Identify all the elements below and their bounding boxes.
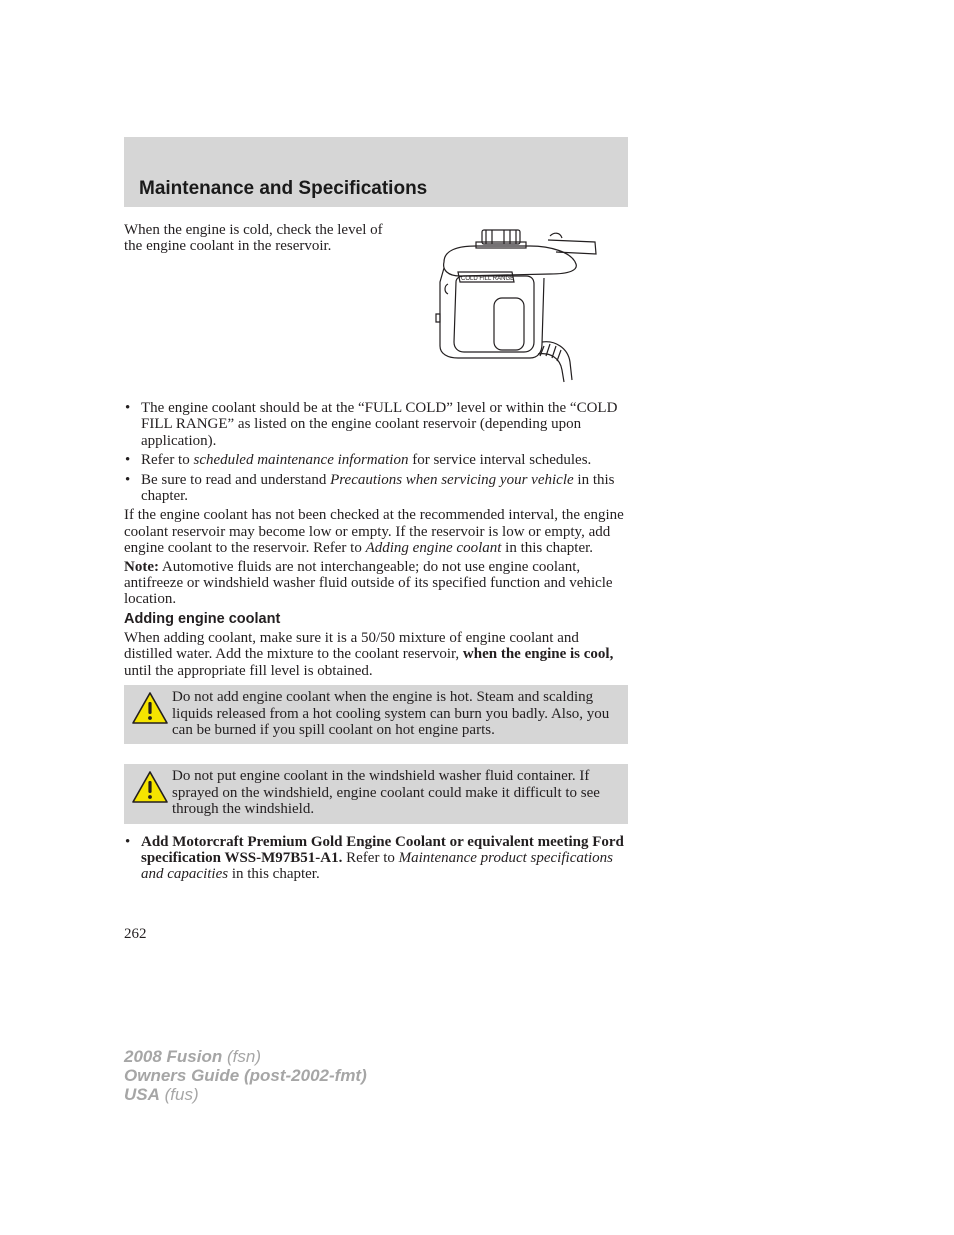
- coolant-spec-text: Add Motorcraft Premium Gold Engine Coolant or equivalent meeting Ford specification WSS-M97B51-A1.: [141, 833, 624, 866]
- bullet-dot: •: [125, 452, 131, 469]
- specifications-reference: Maintenance product specifications and capacities: [141, 849, 614, 883]
- coolant-reservoir-illustration: [430, 222, 600, 384]
- adding-coolant-paragraph: [124, 630, 628, 679]
- coolant-bullet-list: [124, 834, 628, 883]
- warning-box: [124, 685, 628, 744]
- list-item: [124, 834, 628, 883]
- paragraph-text: When adding coolant, make sure it is a 50/50 mixture of engine coolant and distilled water. Add the mixture to the coolant reservoir,: [124, 629, 579, 663]
- footer-line: [124, 1085, 367, 1104]
- section-header: [124, 137, 628, 207]
- list-item: [124, 452, 628, 468]
- note-paragraph: [124, 559, 628, 608]
- page-title: Maintenance and Specifications: [139, 178, 428, 199]
- list-item-text: in this chapter.: [228, 866, 320, 883]
- list-item: [124, 472, 628, 505]
- list-item-text: The engine coolant should be at the “FULL COLD” level or within the “COLD FILL RANGE” as listed on the engine coolant reservoir (depending upon application).: [141, 400, 618, 449]
- footer-line: Owners Guide (post-2002-fmt): [124, 1066, 367, 1085]
- list-item-text: Refer to: [342, 849, 399, 866]
- footer-code: (fus): [159, 1085, 199, 1104]
- warning-text: Do not put engine coolant in the windshield washer fluid container. If sprayed on the windshield, engine coolant could make it difficult to see through the windshield.: [172, 768, 600, 818]
- footer-model: 2008 Fusion: [124, 1047, 223, 1066]
- footer-line: [124, 1047, 367, 1066]
- paragraph-text: until the appropriate fill level is obtained.: [124, 662, 373, 679]
- page-number: 262: [124, 926, 147, 942]
- list-item-text: Refer to: [141, 452, 194, 469]
- warning-triangle-icon: [130, 769, 170, 805]
- intro-text: When the engine is cold, check the level of the engine coolant in the reservoir.: [124, 222, 383, 255]
- list-item-text: Be sure to read and understand: [141, 471, 331, 488]
- bullet-dot: •: [125, 471, 131, 488]
- section-heading: Adding engine coolant: [124, 610, 281, 627]
- emphasis-text: when the engine is cool,: [462, 646, 614, 663]
- document-footer: [124, 1047, 367, 1104]
- footer-market: USA: [124, 1085, 160, 1104]
- footer-code: (fsn): [222, 1047, 261, 1066]
- low-coolant-paragraph: [124, 507, 628, 556]
- warning-box: [124, 764, 628, 823]
- adding-coolant-reference: Adding engine coolant: [365, 540, 502, 557]
- precautions-reference: Precautions when servicing your vehicle: [330, 471, 574, 488]
- paragraph-text: in this chapter.: [501, 540, 594, 557]
- list-item-text: in this chapter.: [141, 471, 615, 505]
- note-text: Automotive fluids are not interchangeable; do not use engine coolant, antifreeze or windshield washer fluid outside of its specified function and vehicle location.: [124, 558, 613, 608]
- check-bullet-list: [124, 400, 628, 504]
- paragraph-text: If the engine coolant has not been checked at the recommended interval, the engine coolant reservoir may become low or empty. If the reservoir is low or empty, add engine coolant to the reservoir. Refer to: [124, 507, 624, 557]
- coolant-reservoir-figure: [430, 222, 600, 384]
- warning-text: Do not add engine coolant when the engine is hot. Steam and scalding liquids released from a hot cooling system can burn you badly. Also, you can be burned if you spill coolant on hot engine parts.: [172, 689, 610, 738]
- cold-fill-range-label: COLD FILL RANGE: [461, 276, 515, 282]
- bullet-dot: •: [125, 400, 131, 416]
- warning-triangle-icon: [130, 690, 170, 726]
- bullet-dot: •: [125, 833, 131, 850]
- scheduled-maintenance-reference: scheduled maintenance information: [193, 452, 409, 469]
- list-item: [124, 400, 628, 449]
- main-content: [124, 400, 628, 886]
- list-item-text: for service interval schedules.: [408, 452, 592, 469]
- note-label: Note:: [124, 558, 159, 575]
